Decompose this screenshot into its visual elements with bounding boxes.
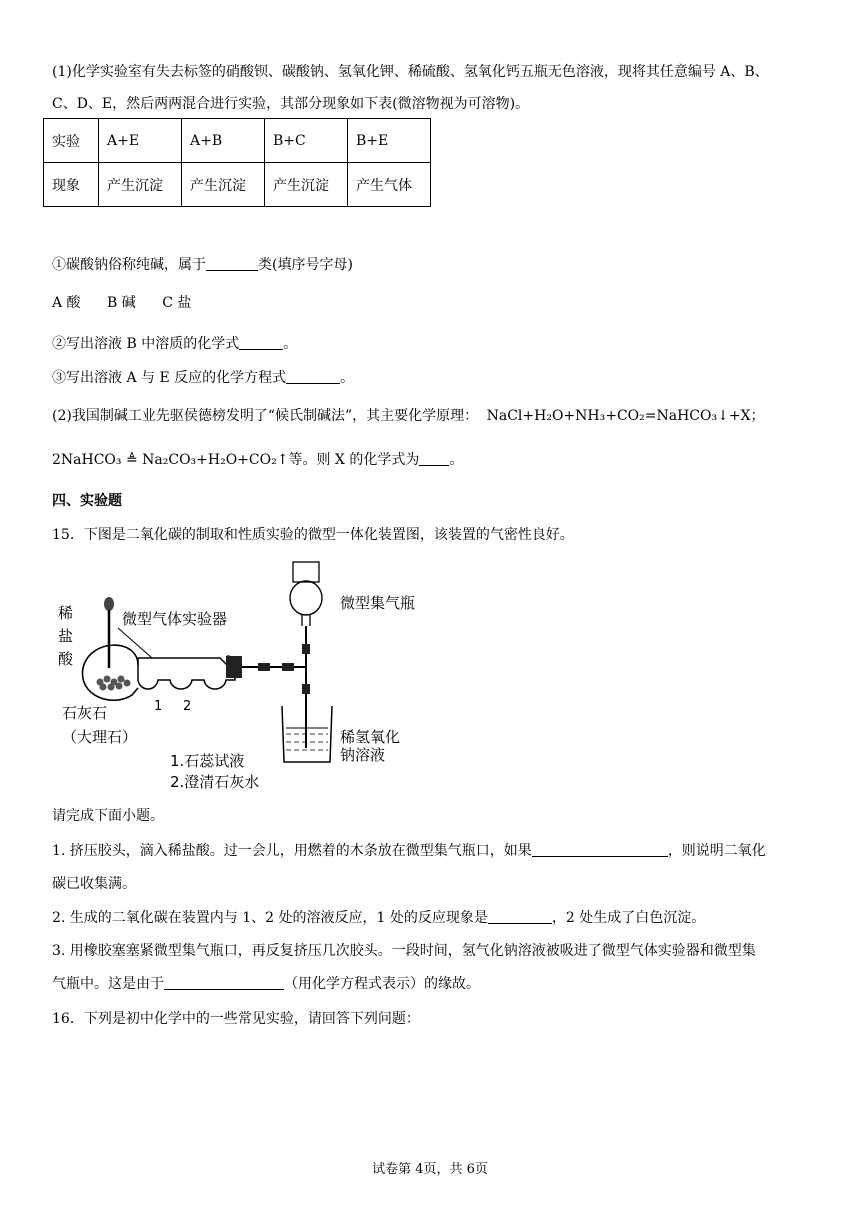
collecting-bottle: [290, 562, 322, 626]
q15-s3-prefix: 气瓶中。这是由于: [52, 976, 164, 992]
table-cell: 产生沉淀: [265, 163, 348, 207]
naoh-label-1: 稀氢氧化: [340, 728, 401, 746]
answer-blank[interactable]: [286, 368, 340, 384]
device-label: 微型气体实验器: [122, 610, 228, 628]
answer-blank[interactable]: [419, 450, 449, 466]
acid-label-3: 酸: [58, 650, 74, 668]
table-cell: 产生沉淀: [99, 163, 182, 207]
answer-blank[interactable]: [488, 908, 552, 924]
q15-s1-prefix: 1. 挤压胶头，滴入稀盐酸。过一会儿，用燃着的木条放在微型集气瓶口，如果: [52, 843, 532, 859]
q1-b: [52, 334, 297, 354]
q1-a-suffix: 类(填序号字母): [258, 257, 353, 273]
q15-s1: [52, 841, 766, 861]
q15-s1-line2: 碳已收集满。: [52, 876, 136, 892]
acid-label-2: 盐: [58, 627, 74, 645]
option-c: C 盐: [162, 295, 192, 311]
q15-prompt: 请完成下面小题。: [52, 808, 164, 824]
table-row-phenomenon: [44, 163, 431, 207]
option-b: B 碱: [107, 295, 136, 311]
legend-2: 2.澄清石灰水: [170, 773, 260, 791]
well-number-2: 2: [183, 699, 192, 714]
beaker: [282, 706, 332, 762]
q2-equation-1: NaCl+H₂O+NH₃+CO₂=NaHCO₃↓+X；: [486, 408, 765, 424]
table-cell: 实验: [44, 119, 99, 163]
answer-blank[interactable]: [532, 841, 668, 857]
q15-s1-suffix: ，则说明二氧化: [667, 843, 766, 859]
table-cell: B+E: [348, 119, 431, 163]
answer-blank[interactable]: [239, 334, 283, 350]
q2-line-1: [52, 406, 765, 426]
answer-blank[interactable]: [164, 974, 284, 990]
table-row-experiment: [44, 119, 431, 163]
table-cell: 产生气体: [348, 163, 431, 207]
apparatus-diagram: [50, 558, 430, 796]
q1-c-prefix: ③写出溶液 A 与 E 反应的化学方程式: [52, 370, 287, 386]
page-footer: 试卷第 4页，共 6页: [372, 1162, 488, 1177]
naoh-label-2: 钠溶液: [340, 746, 386, 764]
table-cell: A+B: [182, 119, 265, 163]
rubber-stopper: [226, 656, 242, 678]
q15-s3-line2: [52, 974, 480, 994]
section-heading: 四、实验题: [52, 493, 122, 509]
legend-1: 1.石蕊试液: [170, 752, 245, 770]
experiment-table: [43, 118, 431, 207]
q15-s3-line1: 3. 用橡胶塞塞紧微型集气瓶口，再反复挤压几次胶头。一段时间，氢气化钠溶液被吸进了微型气体实验器和微型集: [52, 943, 756, 959]
q15-s2-suffix: ，2 处生成了白色沉淀。: [551, 910, 706, 926]
q15-s3-suffix: （用化学方程式表示）的缘故。: [284, 976, 480, 992]
table-cell: 现象: [44, 163, 99, 207]
micro-gas-device: [138, 656, 235, 689]
intro-line-1: (1)化学实验室有失去标签的硝酸钡、碳酸钠、氢氧化钾、稀硫酸、氢氧化钙五瓶无色溶液，现将其任意编号 A、B、: [52, 64, 769, 80]
q2-end: 。: [449, 452, 464, 468]
q1-c: [52, 368, 354, 388]
q2-line-2: [52, 450, 463, 470]
q15-s2-prefix: 2. 生成的二氧化碳在装置内与 1、2 处的溶液反应，1 处的反应现象是: [52, 910, 488, 926]
q1-c-suffix: 。: [340, 370, 355, 386]
q1-b-suffix: 。: [283, 336, 298, 352]
q2-equation-2: 2NaHCO₃ ≜ Na₂CO₃+H₂O+CO₂↑: [52, 452, 289, 468]
q15-stem: 15．下图是二氧化碳的制取和性质实验的微型一体化装置图，该装置的气密性良好。: [52, 527, 574, 543]
table-cell: B+C: [265, 119, 348, 163]
limestone-label: 石灰石: [62, 704, 108, 722]
intro-line-2: C、D、E，然后两两混合进行实验，其部分现象如下表(微溶物视为可溶物)。: [52, 96, 530, 112]
bottle-label: 微型集气瓶: [340, 594, 416, 612]
table-cell: A+E: [99, 119, 182, 163]
option-a: A 酸: [52, 295, 81, 311]
answer-blank[interactable]: [206, 255, 258, 271]
acid-label-1: 稀: [58, 604, 74, 622]
q15-s2: [52, 908, 705, 928]
marble-label: （大理石）: [62, 728, 138, 746]
reaction-bulb: [83, 645, 138, 700]
well-number-1: 1: [154, 699, 163, 714]
q1-options: [52, 293, 191, 313]
q1-a: [52, 255, 353, 275]
limestone-pieces: [97, 676, 131, 691]
q2-suffix: 等。则 X 的化学式为: [288, 452, 420, 468]
table-cell: 产生沉淀: [182, 163, 265, 207]
q2-prefix: (2)我国制碱工业先驱侯德榜发明了“候氏制碱法”，其主要化学原理：: [52, 408, 479, 424]
q1-a-prefix: ①碳酸钠俗称纯碱，属于: [52, 257, 206, 273]
q1-b-prefix: ②写出溶液 B 中溶质的化学式: [52, 336, 240, 352]
q16-stem: 16．下列是初中化学中的一些常见实验，请回答下列问题：: [52, 1011, 420, 1027]
dropper-icon: [104, 597, 114, 668]
